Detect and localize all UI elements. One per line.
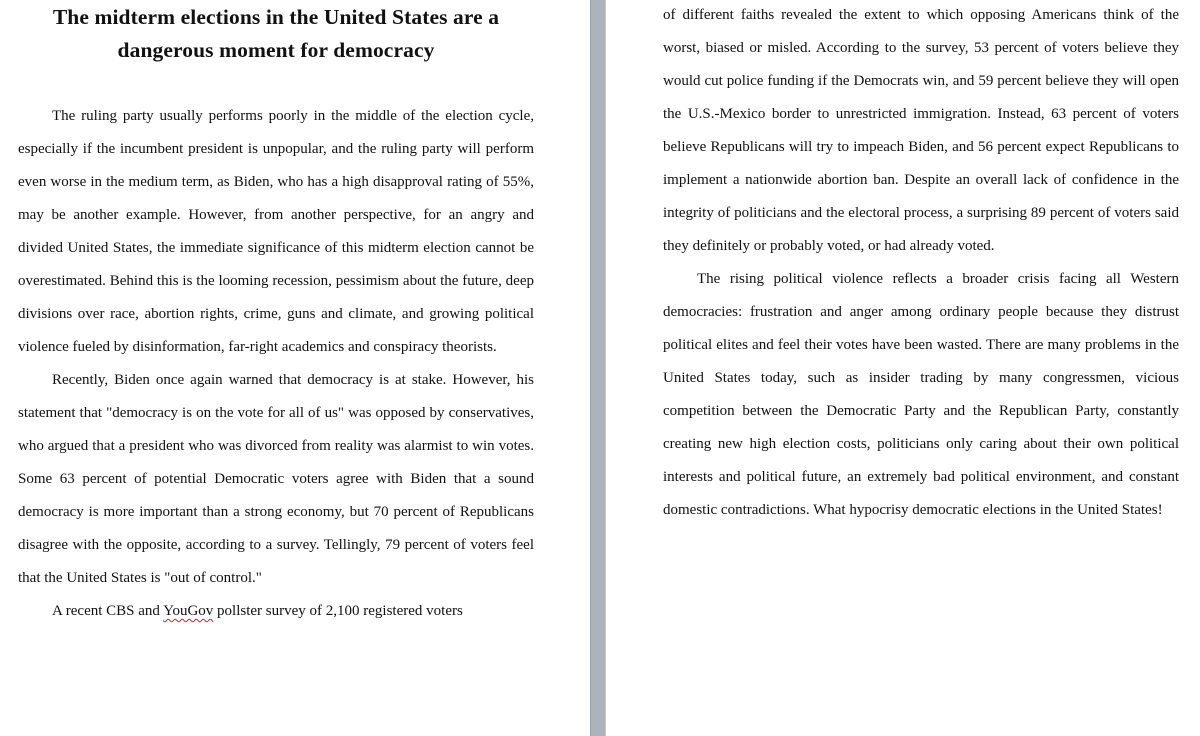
paragraph-3-start [18, 595, 534, 628]
document-page-left[interactable] [0, 0, 590, 736]
document-page-right[interactable] [606, 0, 1200, 736]
title-line-1: The midterm elections in the United States are a [52, 5, 500, 29]
paragraph-4: The rising political violence reflects a broader crisis facing all Western democracies: frustration and anger among ordinary people because they distrust political elites and feel their votes have been wasted. There are many problems in the United States today, such as insider trading by many congressmen, vicious competition between the Democratic Party and the Republican Party, constantly creating new high election costs, politicians only caring about their own political interests and political future, an extremely bad political environment, and constant domestic contradictions. What hypocrisy democratic elections in the United States! [663, 271, 1179, 518]
paragraph-3-continued: of different faiths revealed the extent to which opposing Americans think of the worst, biased or misled. According to the survey, 53 percent of voters believe they would cut police funding if the Democrats win, and 59 percent believe they will open the U.S.-Mexico border to unrestricted immigration. Instead, 63 percent of voters believe Republicans will try to impeach Biden, and 56 percent expect Republicans to implement a nationwide abortion ban. Despite an overall lack of confidence in the integrity of politicians and the electoral process, a surprising 89 percent of voters said they definitely or probably voted, or had already voted. [663, 7, 1179, 254]
paragraph-3-text-a: A recent CBS and [52, 603, 160, 619]
paragraph-1: The ruling party usually performs poorly in the middle of the election cycle, especially if the incumbent president is unpopular, and the ruling party will perform even worse in the medium term, as Biden, who has a high disapproval rating of 55%, may be another example. However, from another perspective, for an angry and divided United States, the immediate significance of this midterm election cannot be overestimated. Behind this is the looming recession, pessimism about the future, deep divisions over race, abortion rights, crime, guns and climate, and growing political violence fueled by disinformation, far-right academics and conspiracy theorists. [18, 108, 534, 355]
page-separator [590, 0, 606, 736]
page-body-right [663, 0, 1179, 527]
title-line-2: dangerous moment for democracy [117, 38, 435, 62]
title-spacing [18, 67, 534, 100]
paragraph-2: Recently, Biden once again warned that democracy is at stake. However, his statement that "democracy is on the vote for all of us" was opposed by conservatives, who argued that a president who was divorced from reality was alarmist to win votes. Some 63 percent of potential Democratic voters agree with Biden that a sound democracy is more important than a strong economy, but 70 percent of Republicans disagree with the opposite, according to a survey. Tellingly, 79 percent of voters feel that the United States is "out of control." [18, 372, 534, 586]
document-title [18, 1, 534, 67]
spellcheck-flagged-word[interactable]: YouGov [163, 603, 214, 619]
page-body-left [18, 0, 534, 628]
paragraph-3-text-b: pollster survey of 2,100 registered voters [217, 603, 463, 619]
